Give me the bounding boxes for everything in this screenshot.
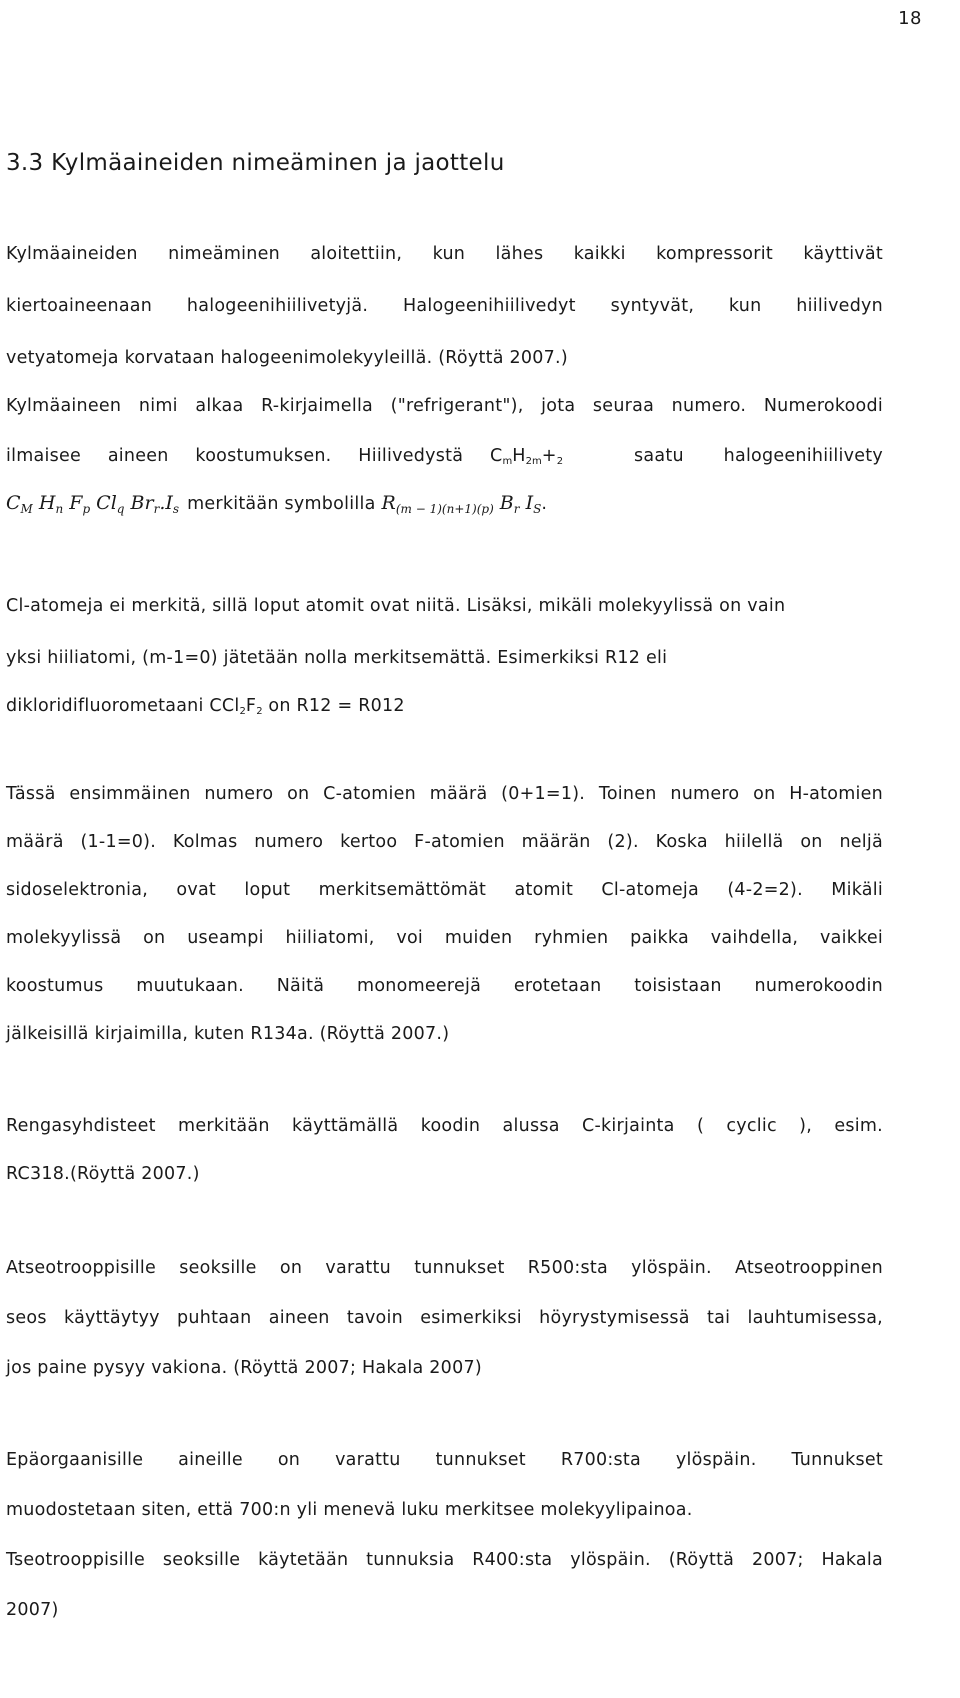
- subscript: 2m: [525, 456, 542, 467]
- text-fragment: ilmaisee aineen koostumuksen. Hiilivedystä C: [6, 446, 503, 466]
- text-line: Tässä ensimmäinen numero on C-atomien määrä (0+1=1). Toinen numero on H-atomien: [6, 784, 883, 804]
- text-line: Cl-atomeja ei merkitä, sillä loput atomit ovat niitä. Lisäksi, mikäli molekyylissä on vain: [6, 596, 786, 616]
- text-line: yksi hiiliatomi, (m-1=0) jätetään nolla merkitsemättä. Esimerkiksi R12 eli: [6, 648, 668, 668]
- formula-line: [6, 492, 547, 516]
- text-line-example: dikloridifluorometaani $CCl_2F_2$ on R12 = R012: [6, 696, 405, 717]
- text-line-hydrocarbon: [6, 446, 883, 467]
- section-heading: 3.3 Kylmäaineiden nimeäminen ja jaottelu: [6, 150, 505, 176]
- text-line: seos käyttäytyy puhtaan aineen tavoin esimerkiksi höyrystymisessä tai lauhtumisessa,: [6, 1308, 883, 1328]
- text-fragment: saatu halogeenihiilivety: [634, 446, 883, 466]
- text-line: 2007): [6, 1600, 59, 1620]
- text-line: Epäorgaanisille aineille on varattu tunnukset R700:sta ylöspäin. Tunnukset: [6, 1450, 883, 1470]
- text-line: vetyatomeja korvataan halogeenimolekyyleillä. (Röyttä 2007.): [6, 348, 568, 368]
- text-line: kiertoaineenaan halogeenihiilivetyjä. Halogeenihiilivedyt syntyvät, kun hiilivedyn: [6, 296, 883, 316]
- text-line: RC318.(Röyttä 2007.): [6, 1164, 200, 1184]
- text-fragment: merkitään symbolilla: [187, 494, 376, 514]
- subscript: 2: [556, 456, 564, 467]
- text-line: Kylmäaineiden nimeäminen aloitettiin, kun lähes kaikki kompressorit käyttivät: [6, 244, 883, 264]
- text-line: muodostetaan siten, että 700:n yli menevä luku merkitsee molekyylipainoa.: [6, 1500, 693, 1520]
- text-fragment: .: [541, 494, 548, 514]
- text-line: jos paine pysyy vakiona. (Röyttä 2007; Hakala 2007): [6, 1358, 482, 1378]
- text-fragment: +: [541, 446, 557, 466]
- general-formula: $C_M$ $H_n$ $F_p$ $Cl_q$ $Br_r.I_s$: [6, 492, 180, 516]
- text-line: jälkeisillä kirjaimilla, kuten R134a. (Röyttä 2007.): [6, 1024, 450, 1044]
- text-line: Rengasyhdisteet merkitään käyttämällä koodin alussa C-kirjainta ( cyclic ), esim.: [6, 1116, 883, 1136]
- text-line: koostumus muutukaan. Näitä monomeerejä erotetaan toisistaan numerokoodin: [6, 976, 883, 996]
- text-line: määrä (1-1=0). Kolmas numero kertoo F-atomien määrän (2). Koska hiilellä on neljä: [6, 832, 883, 852]
- text-line: Atseotrooppisille seoksille on varattu tunnukset R500:sta ylöspäin. Atseotrooppinen: [6, 1258, 883, 1278]
- page-number: 18: [898, 8, 922, 29]
- text-fragment: H: [512, 446, 526, 466]
- subscript: m: [502, 456, 513, 467]
- text-line: molekyylissä on useampi hiiliatomi, voi muiden ryhmien paikka vaihdella, vaikkei: [6, 928, 883, 948]
- text-line: Tseotrooppisille seoksille käytetään tunnuksia R400:sta ylöspäin. (Röyttä 2007; Hakala: [6, 1550, 883, 1570]
- symbol-formula: $R_{(m - 1)(n+1)(p)}$ $B_r$ $I_S$: [381, 492, 542, 516]
- text-line: sidoselektronia, ovat loput merkitsemättömät atomit Cl-atomeja (4-2=2). Mikäli: [6, 880, 883, 900]
- text-line: Kylmäaineen nimi alkaa R-kirjaimella ("refrigerant"), jota seuraa numero. Numerokoodi: [6, 396, 883, 416]
